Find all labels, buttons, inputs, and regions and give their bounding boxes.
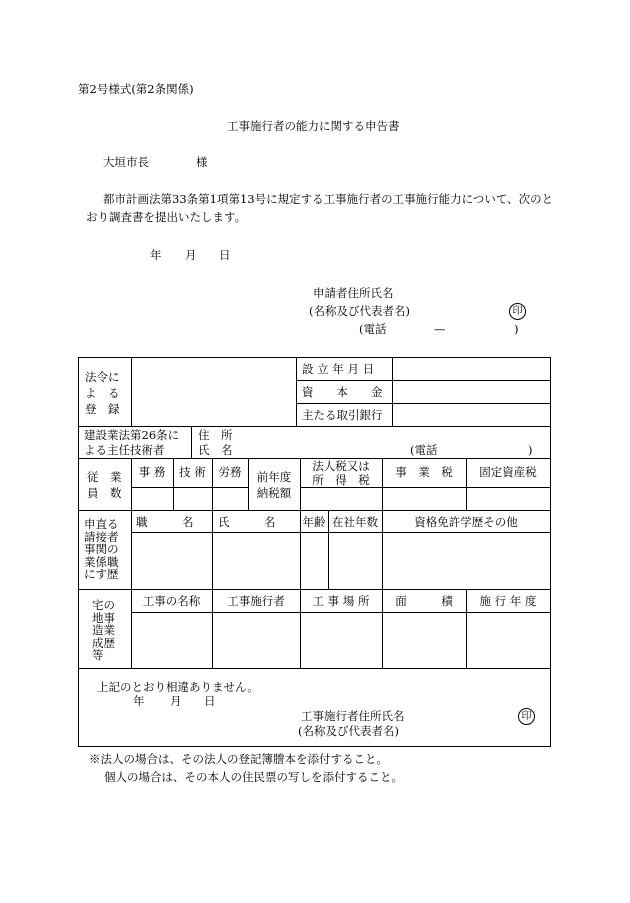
history-col-area: 面 積 (395, 594, 453, 608)
applicant-tel-dash: — (434, 322, 446, 336)
contractor-rep: (名称及び代表者名) (298, 724, 399, 738)
form-number: 第2号様式(第2条関係) (78, 82, 194, 96)
career-label (84, 518, 119, 581)
history-col-year: 施 行 年 度 (479, 594, 537, 608)
body-line-1: 都市計画法第33条第1項第13号に規定する工事施行者の工事施行能力について、次のと (103, 192, 554, 206)
honorific: 様 (196, 155, 208, 169)
note-1: ※法人の場合は、その法人の登記簿謄本を添付すること。 (89, 752, 388, 766)
body-line-2: おり調査書を提出いたします。 (86, 210, 247, 224)
career-label-line-4: 業係職 (84, 554, 119, 569)
engineer-label-2: よる主任技術者 (84, 443, 165, 457)
applicant-rep: (名称及び代表者名) (309, 304, 410, 318)
staff-label-1: 従 業 (87, 470, 122, 484)
biz-tax: 事 業 税 (395, 465, 453, 479)
certify-year: 年 (133, 694, 145, 708)
career-col-years: 在社年数 (332, 515, 378, 529)
addressee: 大垣市長 (103, 155, 149, 169)
note-2: 個人の場合は、その本人の住民票の写しを添付すること。 (104, 770, 403, 784)
history-label-line-1: 宅の (92, 598, 115, 612)
history-label-line-4: 成歴 (92, 635, 115, 650)
staff-col-tech: 技 術 (179, 465, 206, 479)
applicant-address-name: 申請者住所氏名 (313, 286, 394, 300)
staff-col-labor: 労務 (218, 465, 242, 479)
applicant-tel-close: ) (514, 322, 519, 336)
date-month: 月 (185, 248, 197, 262)
career-col-age: 年齢 (302, 515, 326, 529)
engineer-label-1: 建設業法第26条に (84, 428, 180, 442)
reg-label-3: 登 録 (85, 402, 120, 416)
engineer-tel-close: ) (528, 443, 533, 457)
history-label-line-5: 等 (92, 648, 104, 662)
prev-tax-2: 納税額 (256, 486, 292, 500)
page-title: 工事施行者の能力に関する申告書 (227, 119, 400, 133)
certify-day: 日 (204, 694, 216, 708)
history-col-name: 工事の名称 (142, 594, 201, 608)
engineer-name-label: 氏 名 (198, 443, 233, 457)
career-label-line-1: 申直る (84, 517, 119, 531)
career-label-line-2: 請接者 (84, 529, 119, 544)
corp-tax-2: 所 得 税 (312, 473, 370, 487)
certify-month: 月 (170, 694, 182, 708)
est-date-label: 設 立 年 月 日 (302, 362, 375, 376)
date-day: 日 (219, 248, 231, 262)
capital-label: 資 本 金 (302, 385, 383, 399)
staff-col-office: 事 務 (138, 465, 166, 479)
prev-tax-1: 前年度 (256, 470, 292, 484)
reg-label-1: 法令に (85, 370, 120, 384)
history-label-line-2: 地事 (92, 610, 115, 625)
seal-mark: 印 (509, 303, 526, 320)
contractor-address-name: 工事施行者住所氏名 (301, 709, 405, 723)
career-col-name: 氏 名 (218, 515, 276, 529)
certify-text: 上記のとおり相違ありません。 (97, 680, 259, 694)
engineer-address-label: 住 所 (198, 428, 233, 442)
engineer-tel: (電話 (410, 443, 438, 457)
corp-tax-1: 法人税又は (312, 459, 370, 473)
seal-mark-2: 印 (518, 708, 535, 725)
career-label-line-5: にす歴 (84, 567, 119, 581)
career-col-title: 職 名 (136, 515, 194, 529)
date-year: 年 (150, 248, 162, 262)
fixed-asset-tax: 固定資産税 (479, 465, 537, 479)
applicant-tel: (電話 (359, 322, 387, 336)
history-col-contractor: 工事施行者 (227, 594, 285, 608)
history-label (92, 599, 115, 662)
reg-label-2: よ る (85, 386, 120, 400)
history-col-location: 工 事 場 所 (312, 594, 370, 608)
career-col-qualifications: 資格免許学歴その他 (414, 515, 518, 529)
staff-label-2: 員 数 (87, 486, 122, 500)
history-label-line-3: 造業 (92, 623, 115, 637)
career-label-line-3: 事関の (84, 542, 119, 556)
bank-label: 主たる取引銀行 (302, 408, 383, 422)
